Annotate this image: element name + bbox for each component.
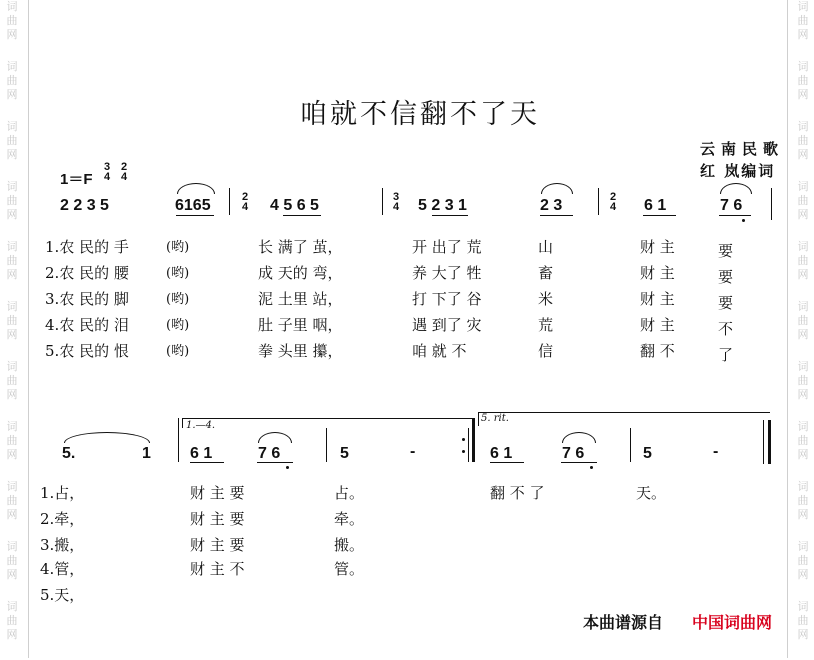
verse-2-b: 养 大了 牲 (412, 264, 482, 282)
ending-2-c: 牵。 (334, 510, 365, 528)
verse-3-oh: (哟) (166, 292, 190, 307)
verse-5-d: 翻 不 (640, 342, 675, 360)
ending-1-a: 1.占， (40, 484, 85, 502)
time-signature-m2: 2 4 (241, 191, 249, 213)
time-signature-b: 2 4 (120, 161, 128, 183)
underline-76-b (561, 462, 597, 463)
note-5-b: 5 (643, 445, 652, 462)
notes-measure-3: 5 2 3 1 (418, 197, 467, 214)
ending-1-d: 翻 不 了 (490, 484, 545, 502)
ending-3-b: 财 主 要 (190, 536, 245, 554)
underline-m5 (643, 215, 676, 216)
verse-5-b: 咱 就 不 (412, 342, 467, 360)
verse-3-c: 米 (538, 290, 554, 308)
ending-4-b: 财 主 不 (190, 560, 245, 578)
verse-4-e: 不 (718, 320, 734, 338)
verse-5-start: 5.农 民的 恨 (45, 342, 129, 360)
underline-m4 (540, 215, 573, 216)
verse-2-e: 要 (718, 268, 734, 286)
ending-4-a: 4.管， (40, 560, 85, 578)
verse-4-a: 肚 子里 咽， (258, 316, 343, 334)
underline-6165 (176, 215, 214, 216)
octave-dot-6 (742, 219, 745, 222)
notes-measure-4: 2 3 (540, 197, 563, 214)
verse-4-oh: (哟) (166, 318, 190, 333)
underline-m6 (719, 215, 751, 216)
ending-1-e: 天。 (636, 484, 667, 502)
note-5-a: 5 (340, 445, 349, 462)
song-title: 咱就不信翻不了天 (300, 99, 540, 130)
left-watermark: 词曲网 词曲网 词曲网 词曲网 词曲网 词曲网 词曲网 词曲网 词曲网 词曲网 词曲网 (6, 0, 18, 641)
note-1: 1 (142, 445, 151, 462)
barline-3 (598, 188, 599, 215)
verse-4-start: 4.农 民的 泪 (45, 316, 129, 334)
verse-1-d: 财 主 (640, 238, 675, 256)
notes-grace-6165: 6165 (175, 197, 211, 214)
ending-3-c: 搬。 (334, 536, 365, 554)
repeat-dot-top (462, 438, 465, 441)
repeat-dot-bottom (462, 450, 465, 453)
dash-b: - (713, 443, 719, 460)
key-signature: 1＝F (60, 171, 93, 188)
notes-6-1-b: 6 1 (490, 445, 513, 462)
octave-dot-6-b (590, 466, 593, 469)
verse-5-c: 信 (538, 342, 554, 360)
time-signature-m5: 2 4 (609, 191, 617, 213)
barline-6 (630, 428, 631, 462)
verse-3-d: 财 主 (640, 290, 675, 308)
verse-3-a: 泥 土里 站， (258, 290, 343, 308)
ending-1-b: 财 主 要 (190, 484, 245, 502)
verse-2-c: 畜 (538, 264, 554, 282)
volta-1-label: 1.—4. (186, 420, 216, 431)
verse-4-b: 遇 到了 灾 (412, 316, 482, 334)
right-watermark: 词曲网 词曲网 词曲网 词曲网 词曲网 词曲网 词曲网 词曲网 词曲网 词曲网 词曲网 (797, 0, 809, 641)
dash-a: - (410, 443, 416, 460)
verse-2-d: 财 主 (640, 264, 675, 282)
final-bar-thick (768, 420, 771, 464)
verse-5-e: 了 (718, 346, 734, 364)
ending-1-c: 占。 (334, 484, 365, 502)
ending-2-b: 财 主 要 (190, 510, 245, 528)
credit-lyricist: 红 岚编词 (700, 162, 776, 180)
repeat-bar-thin (468, 428, 469, 462)
verse-1-b: 开 出了 荒 (412, 238, 482, 256)
footer-source-label: 本曲谱源自 (583, 613, 664, 632)
underline-m2 (283, 215, 321, 216)
time-signature-a: 3 4 (103, 161, 111, 183)
volta-1-hook (182, 418, 183, 428)
barline-2 (382, 188, 383, 215)
underline-61-b (490, 462, 524, 463)
barline-4 (178, 418, 179, 462)
barline-1 (229, 188, 230, 215)
verse-3-e: 要 (718, 294, 734, 312)
volta-1-line (182, 418, 474, 419)
notes-measure-2: 4 5 6 5 (270, 197, 319, 214)
verse-1-e: 要 (718, 242, 734, 260)
verse-3-start: 3.农 民的 脚 (45, 290, 129, 308)
verse-5-oh: (哟) (166, 344, 190, 359)
verse-4-c: 荒 (538, 316, 554, 334)
underline-m3 (432, 215, 468, 216)
time-signature-m3: 3 4 (392, 191, 400, 213)
verse-3-b: 打 下了 谷 (412, 290, 482, 308)
credit-origin: 云南民歌 (700, 140, 785, 158)
underline-61-a (190, 462, 224, 463)
notes-measure-6: 7 6 (720, 197, 743, 214)
ending-2-a: 2.牵， (40, 510, 85, 528)
notes-7-6-a: 7 6 (258, 445, 281, 462)
verse-2-a: 成 天的 弯， (258, 264, 343, 282)
notes-7-6-b: 7 6 (562, 445, 585, 462)
verse-1-start: 1.农 民的 手 (45, 238, 129, 256)
verse-2-start: 2.农 民的 腰 (45, 264, 129, 282)
repeat-bar-thick (472, 418, 475, 462)
verse-1-a: 长 满了 茧， (258, 238, 343, 256)
verse-4-d: 财 主 (640, 316, 675, 334)
octave-dot-6-a (286, 466, 289, 469)
ending-4-c: 管。 (334, 560, 365, 578)
volta-2-hook (478, 412, 479, 426)
verse-5-a: 拳 头里 攥， (258, 342, 343, 360)
notes-measure-1: 2 2 3 5 (60, 197, 109, 214)
final-bar-thin (763, 420, 764, 464)
barline-line1-end (771, 188, 772, 220)
footer-site-link[interactable]: 中国词曲网 (692, 613, 773, 632)
volta-2-label: 5. rit. (481, 413, 509, 424)
verse-2-oh: (哟) (166, 266, 190, 281)
ending-5-a: 5.天， (40, 586, 85, 604)
verse-1-oh: (哟) (166, 240, 190, 255)
ending-3-a: 3.搬， (40, 536, 85, 554)
underline-76-a (257, 462, 293, 463)
note-5-dotted: 5. (62, 445, 76, 462)
notes-measure-5: 6 1 (644, 197, 667, 214)
verse-1-c: 山 (538, 238, 554, 256)
notes-6-1-a: 6 1 (190, 445, 213, 462)
volta-2-line (478, 412, 770, 413)
barline-5 (326, 428, 327, 462)
